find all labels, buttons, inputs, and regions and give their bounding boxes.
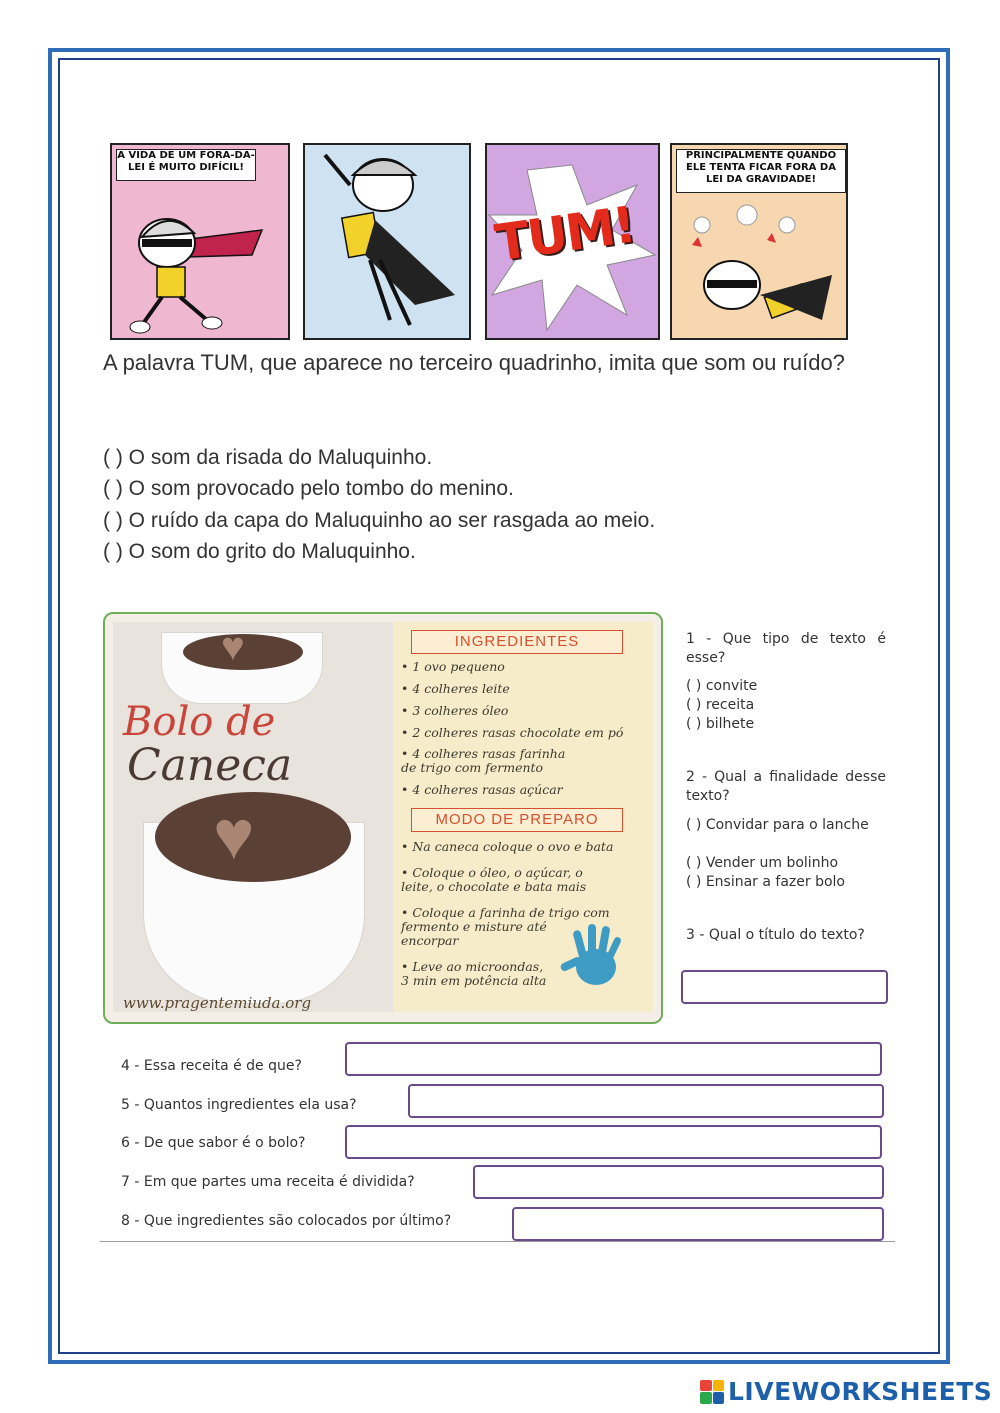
liveworksheets-mark-icon	[700, 1380, 724, 1404]
liveworksheets-wordmark: LIVEWORKSHEETS	[728, 1377, 993, 1406]
question-tum-prompt: A palavra TUM, que aparece no terceiro quadrinho, imita que som ou ruído?	[103, 350, 845, 375]
option-tombo[interactable]: ( ) O som provocado pelo tombo do menino.	[103, 477, 514, 500]
question-6-label: 6 - De que sabor é o bolo?	[121, 1135, 306, 1151]
ingredient-line: • 4 colheres rasas açúcar	[401, 782, 563, 797]
ingredient-line: • 2 colheres rasas chocolate em pó	[401, 725, 624, 740]
recipe-notes	[393, 622, 653, 1012]
method-line: • Leve ao microondas,	[401, 959, 544, 974]
q5-answer-input[interactable]	[408, 1084, 884, 1118]
ingredient-line: • 4 colheres leite	[401, 681, 510, 696]
q8-answer-input[interactable]	[512, 1207, 884, 1241]
tum-sound-effect: TUM!	[491, 195, 638, 273]
method-line: • Coloque o óleo, o açúcar, o	[401, 865, 583, 880]
tripping-illustration	[305, 145, 469, 338]
method-line: • Coloque a farinha de trigo com	[401, 905, 610, 920]
fallen-illustration	[672, 145, 846, 338]
recipe-title-line2: Caneca	[127, 740, 293, 791]
method-line: fermento e misture até	[401, 919, 547, 934]
q2-option-convidar[interactable]: ( ) Convidar para o lanche	[686, 817, 869, 833]
comic-panel-2	[303, 143, 471, 340]
q7-answer-input[interactable]	[473, 1165, 884, 1199]
heart-icon: ♥	[213, 796, 255, 874]
speech-balloon-1: A VIDA DE UM FORA-DA-LEI É MUITO DIFÍCIL!	[116, 149, 256, 181]
q4-answer-input[interactable]	[345, 1042, 882, 1076]
mug-cake-photo	[113, 622, 393, 1012]
runner-illustration	[112, 145, 288, 338]
ingredient-line: de trigo com fermento	[401, 760, 544, 775]
question-8-label: 8 - Que ingredientes são colocados por último?	[121, 1213, 452, 1229]
recipe-website: www.pragentemiuda.org	[123, 994, 312, 1012]
q1-option-convite[interactable]: ( ) convite	[686, 678, 758, 694]
question-2-finalidade: 2 - Qual a finalidade desse texto?	[686, 769, 886, 804]
recipe-title-line1: Bolo de	[123, 699, 276, 745]
question-3-titulo: 3 - Qual o título do texto?	[686, 927, 865, 943]
recipe-card	[103, 612, 663, 1024]
ingredient-line: • 1 ovo pequeno	[401, 659, 505, 674]
q3-answer-input[interactable]	[681, 970, 888, 1004]
method-line: leite, o chocolate e bata mais	[401, 879, 587, 894]
q6-answer-input[interactable]	[345, 1125, 882, 1159]
option-grito[interactable]: ( ) O som do grito do Maluquinho.	[103, 540, 416, 563]
speech-balloon-4: PRINCIPALMENTE QUANDO ELE TENTA FICAR FORA DA LEI DA GRAVIDADE!	[676, 149, 846, 193]
comic-panel-4	[670, 143, 848, 340]
method-line: 3 min em potência alta	[401, 973, 547, 988]
method-line: encorpar	[401, 933, 459, 948]
question-7-label: 7 - Em que partes uma receita é dividida?	[121, 1174, 415, 1190]
ingredients-heading: INGREDIENTES	[411, 630, 623, 654]
method-line: • Na caneca coloque o ovo e bata	[401, 839, 614, 854]
comic-panel-1	[110, 143, 290, 340]
method-heading: MODO DE PREPARO	[411, 808, 623, 832]
bottom-divider	[100, 1241, 895, 1242]
option-capa-rasgada[interactable]: ( ) O ruído da capa do Maluquinho ao ser rasgada ao meio.	[103, 509, 656, 532]
question-5-label: 5 - Quantos ingredientes ela usa?	[121, 1097, 357, 1113]
question-1-tipo-texto: 1 - Que tipo de texto é esse?	[686, 631, 886, 666]
ingredient-line: • 4 colheres rasas farinha	[401, 746, 566, 761]
hand-print-icon	[558, 922, 628, 992]
q2-option-ensinar[interactable]: ( ) Ensinar a fazer bolo	[686, 874, 845, 890]
q2-option-vender[interactable]: ( ) Vender um bolinho	[686, 855, 839, 871]
ingredient-line: • 3 colheres óleo	[401, 703, 509, 718]
heart-icon: ♥	[221, 625, 245, 669]
q1-option-bilhete[interactable]: ( ) bilhete	[686, 716, 755, 732]
liveworksheets-logo	[700, 1377, 992, 1406]
question-4-label: 4 - Essa receita é de que?	[121, 1058, 302, 1074]
option-risada[interactable]: ( ) O som da risada do Maluquinho.	[103, 446, 433, 469]
q1-option-receita[interactable]: ( ) receita	[686, 697, 755, 713]
comic-panel-3	[485, 143, 660, 340]
